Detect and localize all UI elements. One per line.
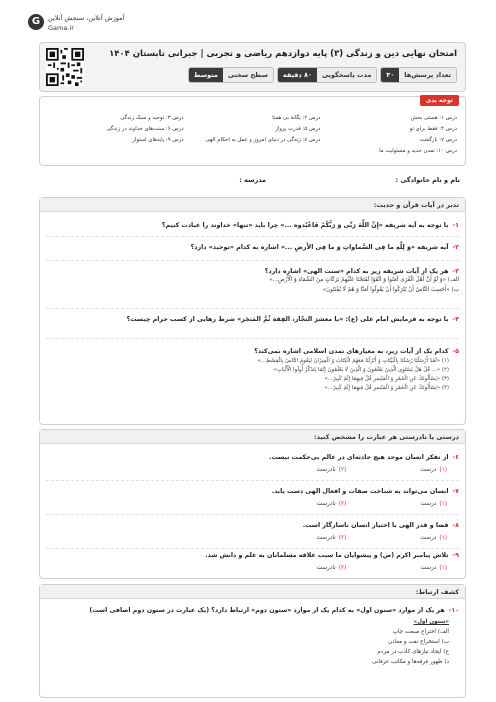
gama-logo-icon: G <box>28 14 44 30</box>
question-6: ۶-از تفکر انسان موحد هیچ حادثه‌ای در عالم بی‌حکمت نیست. <box>269 454 459 461</box>
qr-code-icon <box>46 48 84 86</box>
lesson-item: درس ۱۰: تمدن جدید و مسئولیت ما <box>379 148 457 154</box>
question-9: ۹-تلاش پیامبر اکرم (ص) و پیشوایان ما سبب علاقه مسلمانان به علم و دانش شد. <box>205 552 459 559</box>
match-item: ج) ایجاد نیازهای کاذب در مردم <box>377 649 449 655</box>
question-3-part-a: الف) «وَ لَوْ أَنَّ أَهْلَ الْقُرَى آمَنُوا وَ اتَّقَوْا لَفَتَحْنَا عَلَيْهِمْ بَرَكَاتٍ مِنَ السَّمَاءِ وَ الْأَرْضِ...» <box>269 277 459 283</box>
match-item: الف) اختراع صنعت چاپ <box>392 629 449 635</box>
section-title: کشف ارتباط: <box>40 585 465 599</box>
tf-options-6 <box>316 467 447 473</box>
lesson-item: درس ۲: یگانهٔ بی همتا <box>272 115 321 121</box>
lesson-item: درس ۶: سنت‌های خداوند در زندگی <box>106 126 184 132</box>
name-field-label[interactable]: نام و نام خانوادگی : <box>395 176 460 184</box>
difficulty-pill: سطح سختی متوسط <box>188 67 274 83</box>
section-true-false <box>39 429 466 579</box>
exam-header <box>39 42 466 92</box>
divider <box>46 548 459 549</box>
section-title: درستی یا نادرستی هر عبارت را مشخص کنید: <box>40 430 465 444</box>
duration-pill: مدت پاسخگویی ۸۰ دقیقه <box>277 67 377 83</box>
option-2[interactable]: (۲) «... قُلْ هَلْ يَسْتَوِي الَّذِينَ يَعْلَمُونَ وَ الَّذِينَ لَا يَعْلَمُونَ إِنَّمَا يَتَذَكَّرُ أُولُوا الْأَلْبَابِ» <box>273 367 449 373</box>
tf-options-7 <box>316 501 447 507</box>
question-1: ۱-با توجه به آیه شریفه «إِنَّ اللَّهَ رَبِّی وَ رَبُّکُمْ فَاعْبُدوه ...» چرا باید «تنها» خداوند را عبادت کنیم؟ <box>161 222 459 229</box>
true-option[interactable]: (۱)درست <box>420 565 447 571</box>
false-option[interactable]: (۲)نادرست <box>316 535 347 541</box>
divider <box>46 338 459 339</box>
divider <box>46 308 459 309</box>
question-4: ۴-با توجه به فرمایش امام علی (ع): «یا معشرَ التجّار، الفِقهَ ثُمَّ المَتجَر» شرط رهایی از کسب حرام چیست؟ <box>126 316 459 323</box>
lesson-item: درس ۴: فقط برای تو <box>409 126 457 132</box>
question-2: ۲-آیه شریفه «وَ لِلَّهِ ما فِی السَّماواتِ وَ ما فِی الأَرضِ ...» اشاره به کدام «توحید» دارد؟ <box>190 244 459 251</box>
question-8: ۸-قضا و قدر الهی با اختیار انسان ناسازگار است. <box>302 522 459 529</box>
column-one-header: «ستون اول» <box>413 619 449 625</box>
option-4[interactable]: (۴) «يَسْأَلُونَكَ عَنِ الْخَمْرِ وَ الْمَيْسِرِ قُلْ فِيهِمَا إِثْمٌ كَبِيرٌ...» <box>324 385 449 391</box>
true-option[interactable]: (۱)درست <box>420 501 447 507</box>
divider <box>46 480 459 481</box>
question-7: ۷-انسان می‌تواند به شناخت صفات و افعال الهی دست یابد. <box>271 488 459 495</box>
lesson-item: درس ۷: بازگشت <box>419 137 457 143</box>
match-item: د) ظهور فرقه‌ها و مکاتب عرفانی <box>372 659 449 665</box>
lesson-item: درس ۹: پایه‌های استوار <box>132 137 184 143</box>
exam-meta <box>188 67 457 83</box>
section-matching <box>39 584 466 698</box>
brand-site: Gama.ir <box>48 24 74 32</box>
lesson-item: درس ۵: قدرت پرواز <box>275 126 321 132</box>
brand <box>18 10 138 40</box>
brand-tagline: آموزش آنلاین، سنجش آنلاین <box>48 14 125 22</box>
divider <box>46 514 459 515</box>
question-3-part-b: ب) «أَحَسِبَ النَّاسُ أَنْ يُتْرَكُوا أَنْ يَقُولُوا آمَنَّا وَ هُمْ لَا يُفْتَنُونَ» <box>322 287 459 293</box>
true-option[interactable]: (۱)درست <box>420 467 447 473</box>
lessons-box <box>39 96 466 166</box>
student-info <box>39 170 466 192</box>
tf-options-8 <box>316 535 447 541</box>
lesson-item: درس ۱: هستی بخش <box>410 115 457 121</box>
note-badge: توجه بدی <box>420 95 459 106</box>
option-3[interactable]: (۳) «يَسْأَلُونَكَ عَنِ الْخَمْرِ وَ الْمَيْسِرِ قُلْ فِيهِمَا إِثْمٌ كَبِيرٌ...» <box>324 376 449 382</box>
lesson-list <box>47 115 457 154</box>
divider <box>46 236 459 237</box>
option-1[interactable]: (۱) «لَقَدْ أَرْسَلْنَا رُسُلَنَا بِالْبَيِّنَاتِ وَ أَنْزَلْنَا مَعَهُمُ الْكِتَابَ وَ الْمِيزَانَ لِيَقُومَ النَّاسُ بِالْقِسْطِ...» <box>257 358 449 364</box>
false-option[interactable]: (۲)نادرست <box>316 467 347 473</box>
match-item: ب) استخراج نفت و معادن <box>388 639 449 645</box>
question-10: ۱۰-هر یک از موارد «ستون اول» به کدام یک از موارد «ستون دوم» ارتباط دارد؟ (یک عبارت در ستون دوم اضافی است) «ستون اول» الف) اختراع صنعت چاپ ب) استخراج نفت و معادن ج) ایجاد نیازهای کاذب در مردم د) ظهور فرقه‌ها و مکاتب عرفانی <box>45 607 459 667</box>
lesson-item: درس ۳: توحید و سبک زندگی <box>120 115 184 121</box>
question-5: ۵-کدام یک از آیات زیر، به معیارهای تمدن اسلامی اشاره نمی‌کند؟ (۱) «لَقَدْ أَرْسَلْنَا رُسُلَنَا بِالْبَيِّنَاتِ وَ أَنْزَلْنَا مَعَهُمُ الْكِتَابَ وَ الْمِيزَانَ لِيَقُومَ النَّاسُ بِالْقِسْطِ...» (۲) «... قُلْ هَلْ يَسْتَوِي الَّذِينَ يَعْلَمُونَ وَ الَّذِينَ لَا يَعْلَمُونَ إِنَّمَا يَتَذَكَّرُ أُولُوا الْأَلْبَابِ» (۳) «يَسْأَلُونَكَ عَنِ الْخَمْرِ وَ الْمَيْسِرِ قُلْ فِيهِمَا إِثْمٌ كَبِيرٌ...» (۴) «يَسْأَلُونَكَ عَنِ الْخَمْرِ وَ الْمَيْسِرِ قُلْ فِيهِمَا إِثْمٌ كَبِيرٌ...» <box>45 348 459 393</box>
true-option[interactable]: (۱)درست <box>420 535 447 541</box>
lesson-item: درس ۸: زندگی در دنیای امروز و عمل به احکام الهی <box>205 137 321 143</box>
section-title: تدبر در آیات قرآن و حدیث: <box>40 198 465 212</box>
section-quran-hadith <box>39 197 466 425</box>
exam-title: امتحان نهایی دین و زندگی (۳) پایه دوازدهم ریاضی و تجربی | جبرانی تابستان ۱۴۰۴ <box>109 49 457 59</box>
false-option[interactable]: (۲)نادرست <box>316 565 347 571</box>
question-3: ۳-هر یک از آیات شریفه زیر به کدام «سنت الهی» اشاره دارد؟ الف) «وَ لَوْ أَنَّ أَهْلَ الْقُرَى آمَنُوا وَ اتَّقَوْا لَفَتَحْنَا عَلَيْهِمْ بَرَكَاتٍ مِنَ السَّمَاءِ وَ الْأَرْضِ...» ب) «أَحَسِبَ النَّاسُ أَنْ يُتْرَكُوا أَنْ يَقُولُوا آمَنَّا وَ هُمْ لَا يُفْتَنُونَ» <box>45 268 459 295</box>
divider <box>46 260 459 261</box>
false-option[interactable]: (۲)نادرست <box>316 501 347 507</box>
school-field-label[interactable]: مدرسه : <box>239 176 266 184</box>
tf-options-9 <box>316 565 447 571</box>
question-count-pill: تعداد پرسش‌ها ۳۰ <box>380 67 457 83</box>
